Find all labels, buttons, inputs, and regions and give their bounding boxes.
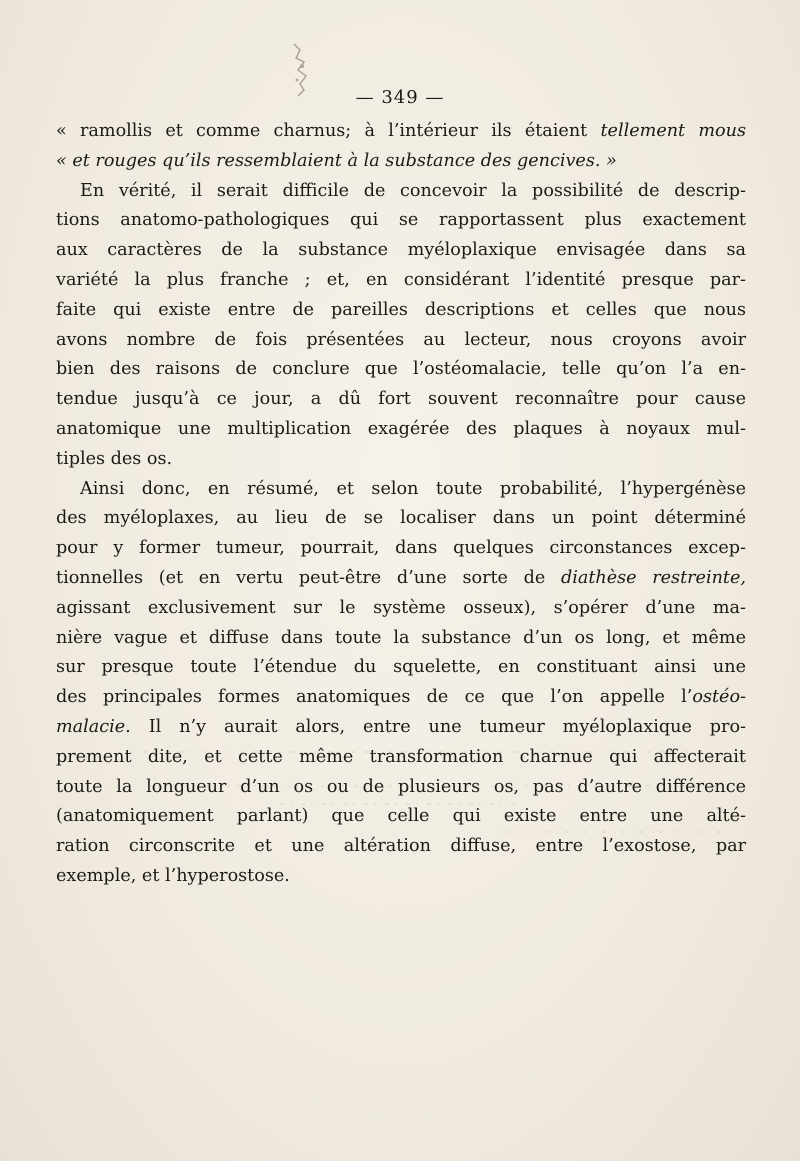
text-run: nière vague et diffuse dans toute la substance d’un os long, et même	[56, 627, 746, 648]
text-line	[56, 117, 746, 147]
italic-text: « et rouges qu’ils ressemblaient à la substance des gencives. »	[56, 150, 617, 171]
text-run: agissant exclusivement sur le système osseux), s’opérer d’une ma-	[56, 597, 746, 618]
text-run: tions anatomo-pathologiques qui se rapportassent plus exactement	[56, 210, 746, 231]
text-run: prement dite, et cette même transformation charnue qui affecterait	[56, 746, 746, 767]
paragraph	[56, 117, 746, 177]
text-run: pour y former tumeur, pourrait, dans quelques circonstances excep-	[56, 538, 746, 559]
text-run: tiples des os.	[56, 448, 173, 469]
text-line	[56, 713, 746, 743]
text-run: tionnelles (et en vertu peut-être d’une sorte de	[56, 567, 561, 588]
paragraph	[56, 177, 746, 475]
text-line	[56, 504, 746, 534]
text-run: variété la plus franche ; et, en considérant l’identité presque par-	[56, 269, 746, 290]
text-line	[56, 445, 746, 475]
text-run: En vérité, il serait difficile de concevoir la possibilité de descrip-	[80, 180, 746, 201]
text-line	[56, 147, 746, 177]
text-line	[56, 355, 746, 385]
text-line	[56, 534, 746, 564]
text-line	[56, 206, 746, 236]
text-run: faite qui existe entre de pareilles descriptions et celles que nous	[56, 299, 746, 320]
text-run: Il n’y aurait alors, entre une tumeur myéloplaxique pro-	[130, 716, 746, 737]
text-line	[56, 624, 746, 654]
text-run: des myéloplaxes, au lieu de se localiser dans un point déterminé	[56, 508, 746, 529]
text-run: exemple, et l’hyperostose.	[56, 865, 290, 886]
text-line	[56, 475, 746, 505]
text-run: anatomique une multiplication exagérée des plaques à noyaux mul-	[56, 418, 746, 439]
text-run: toute la longueur d’un os ou de plusieurs os, pas d’autre différence	[56, 776, 746, 797]
text-line	[56, 564, 746, 594]
show-through-text	[120, 740, 740, 850]
text-run: « ramollis et comme charnus; à l’intérieur ils étaient	[56, 121, 601, 141]
text-run: sur presque toute l’étendue du squelette, en constituant ainsi une	[56, 657, 746, 678]
text-line	[56, 266, 746, 296]
text-run: des principales formes anatomiques de ce que l’on appelle l’	[56, 687, 693, 708]
text-run: Ainsi donc, en résumé, et selon toute probabilité, l’hypergénèse	[80, 478, 746, 499]
text-line	[56, 177, 746, 207]
text-line	[56, 653, 746, 683]
text-line	[56, 236, 746, 266]
text-run: bien des raisons de conclure que l’ostéomalacie, telle qu’on l’a en-	[56, 359, 746, 380]
text-run: ration circonscrite et une altération diffuse, entre l’exostose, par	[56, 836, 746, 857]
text-run: aux caractères de la substance myéloplaxique envisagée dans sa	[56, 240, 746, 261]
text-line	[56, 296, 746, 326]
text-line	[56, 862, 746, 892]
page-number: — 349 —	[355, 87, 445, 108]
text-line	[56, 594, 746, 624]
italic-text: tellement mous	[600, 121, 747, 141]
text-run: (anatomiquement parlant) que celle qui existe entre une alté-	[56, 806, 746, 827]
text-run: avons nombre de fois présentées au lecteur, nous croyons avoir	[56, 329, 746, 350]
text-line	[56, 385, 746, 415]
text-line	[56, 683, 746, 713]
text-line	[56, 415, 746, 445]
text-run: tendue jusqu’à ce jour, a dû fort souvent reconnaître pour cause	[56, 389, 746, 410]
italic-text: ostéo-	[692, 687, 746, 708]
italic-text: malacie.	[56, 716, 131, 737]
text-line	[56, 326, 746, 356]
italic-text: diathèse restreinte,	[560, 567, 746, 588]
